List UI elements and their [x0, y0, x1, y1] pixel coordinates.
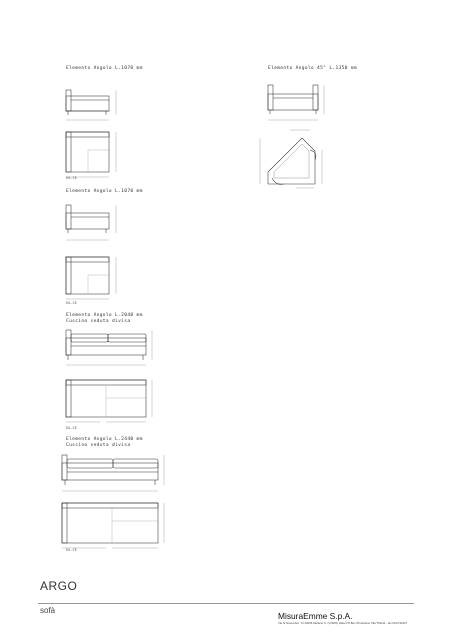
drawing-top-3 — [66, 380, 152, 422]
view-code-3: EA-CE — [66, 426, 77, 430]
drawing-top-5 — [260, 130, 322, 188]
view-code-4: EA-CE — [66, 548, 77, 552]
drawing-front-2 — [66, 205, 116, 240]
product-name: ARGO — [40, 579, 78, 593]
view-code-1: EA-CE — [66, 176, 77, 180]
drawing-front-4 — [62, 455, 164, 491]
drawing-front-1 — [66, 90, 116, 120]
drawing-top-4 — [62, 503, 164, 548]
drawing-front-3 — [66, 330, 152, 365]
element-label-4: Elemento Angolo L.2440 mm — [66, 437, 143, 442]
footer-divider — [38, 603, 414, 604]
element-label-1: Elemento Angolo L.1070 mm — [66, 66, 143, 71]
element-sublabel-3: Cuscino seduta divisa — [66, 319, 131, 324]
element-label-2: Elemento Angolo L.1070 mm — [66, 189, 143, 194]
element-label-3: Elemento Angolo L.2040 mm — [66, 313, 143, 318]
drawing-top-1 — [66, 132, 116, 177]
element-label-5: Elemento Angolo 45° L.1350 mm — [268, 66, 357, 71]
company-address: Via IV Novembre, 72 22066 Mariano C. (COMO) Italia P.O.Box 59 telefono 031/754111 - fax 031/744437 — [278, 621, 408, 625]
drawing-top-2 — [66, 257, 116, 299]
drawing-front-5 — [268, 85, 324, 120]
view-code-2: EA-CE — [66, 301, 77, 305]
product-category: sofà — [40, 606, 56, 615]
company-name: MisuraEmme S.p.A. — [278, 611, 353, 621]
element-sublabel-4: Cuscino seduta divisa — [66, 443, 131, 448]
